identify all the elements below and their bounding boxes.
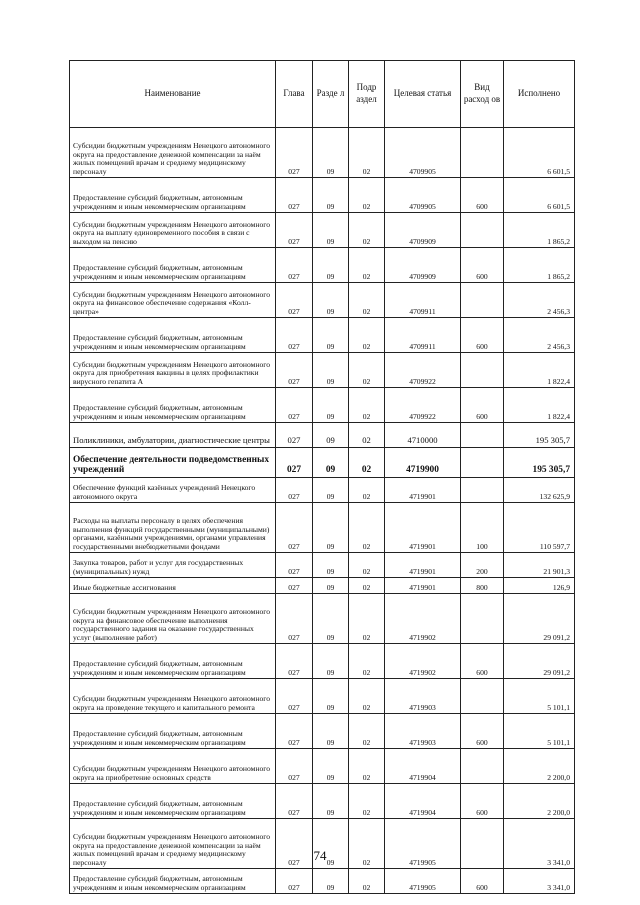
cell-section: 09 — [313, 553, 349, 578]
cell-executed: 21 901,3 — [504, 553, 575, 578]
cell-executed: 1 822,4 — [504, 353, 575, 388]
cell-executed: 2 200,0 — [504, 749, 575, 784]
cell-target: 4719903 — [385, 714, 461, 749]
cell-chapter: 027 — [276, 283, 313, 318]
cell-subsection: 02 — [349, 128, 385, 178]
cell-chapter: 027 — [276, 578, 313, 594]
cell-subsection: 02 — [349, 178, 385, 213]
cell-expense-type — [461, 749, 504, 784]
cell-section: 09 — [313, 714, 349, 749]
cell-chapter: 027 — [276, 594, 313, 644]
header-name: Наименование — [70, 61, 276, 128]
cell-section: 09 — [313, 283, 349, 318]
cell-section: 09 — [313, 749, 349, 784]
cell-chapter: 027 — [276, 644, 313, 679]
cell-subsection: 02 — [349, 318, 385, 353]
table-row — [70, 749, 575, 784]
cell-target: 4709909 — [385, 248, 461, 283]
cell-name: Обеспечение деятельности подведомственных учреждений — [70, 448, 276, 478]
cell-section: 09 — [313, 178, 349, 213]
table-row — [70, 283, 575, 318]
cell-name: Субсидии бюджетным учреждениям Ненецкого автономного округа на выплату единовременного пособия в связи с выходом на пенсию — [70, 213, 276, 248]
table-row — [70, 503, 575, 553]
table-row — [70, 178, 575, 213]
cell-expense-type: 600 — [461, 644, 504, 679]
cell-name: Иные бюджетные ассигнования — [70, 578, 276, 594]
cell-executed: 1 822,4 — [504, 388, 575, 423]
cell-chapter: 027 — [276, 128, 313, 178]
cell-expense-type — [461, 353, 504, 388]
cell-name: Предоставление субсидий бюджетным, автономным учреждениям и иным некоммерческим организациям — [70, 869, 276, 894]
cell-target: 4719901 — [385, 478, 461, 503]
table-row — [70, 679, 575, 714]
header-target: Целевая статья — [385, 61, 461, 128]
table-row — [70, 353, 575, 388]
cell-name: Субсидии бюджетным учреждениям Ненецкого автономного округа на предоставление денежной компенсации за наём жилых помещений врачам и среднему медицинскому персоналу — [70, 819, 276, 869]
cell-expense-type: 600 — [461, 784, 504, 819]
cell-expense-type — [461, 423, 504, 448]
cell-subsection: 02 — [349, 869, 385, 894]
table-row — [70, 644, 575, 679]
cell-subsection: 02 — [349, 679, 385, 714]
cell-executed: 3 341,0 — [504, 869, 575, 894]
table-row — [70, 128, 575, 178]
cell-subsection: 02 — [349, 714, 385, 749]
table-row — [70, 423, 575, 448]
cell-subsection: 02 — [349, 478, 385, 503]
cell-expense-type: 600 — [461, 248, 504, 283]
page-number: 74 — [313, 848, 327, 863]
table-row — [70, 213, 575, 248]
cell-subsection: 02 — [349, 388, 385, 423]
cell-executed: 195 305,7 — [504, 448, 575, 478]
budget-table — [69, 60, 575, 894]
table-header-row — [70, 61, 575, 128]
cell-subsection: 02 — [349, 594, 385, 644]
cell-subsection: 02 — [349, 578, 385, 594]
cell-chapter: 027 — [276, 213, 313, 248]
cell-subsection: 02 — [349, 503, 385, 553]
cell-executed: 195 305,7 — [504, 423, 575, 448]
cell-chapter: 027 — [276, 784, 313, 819]
cell-section: 09 — [313, 644, 349, 679]
cell-expense-type: 100 — [461, 503, 504, 553]
table-row — [70, 388, 575, 423]
cell-executed: 1 865,2 — [504, 248, 575, 283]
cell-chapter: 027 — [276, 318, 313, 353]
cell-name: Субсидии бюджетным учреждениям Ненецкого автономного округа на проведение текущего и капитального ремонта — [70, 679, 276, 714]
cell-target: 4719900 — [385, 448, 461, 478]
cell-subsection: 02 — [349, 448, 385, 478]
cell-target: 4709911 — [385, 318, 461, 353]
cell-name: Предоставление субсидий бюджетным, автономным учреждениям и иным некоммерческим организациям — [70, 248, 276, 283]
cell-name: Предоставление субсидий бюджетным, автономным учреждениям и иным некоммерческим организациям — [70, 714, 276, 749]
table-body — [70, 128, 575, 894]
cell-subsection: 02 — [349, 553, 385, 578]
cell-section: 09 — [313, 248, 349, 283]
header-expense-type: Вид расход ов — [461, 61, 504, 128]
cell-target: 4719901 — [385, 503, 461, 553]
header-executed: Исполнено — [504, 61, 575, 128]
cell-expense-type: 200 — [461, 553, 504, 578]
cell-target: 4719902 — [385, 594, 461, 644]
cell-executed: 29 091,2 — [504, 644, 575, 679]
table-row — [70, 869, 575, 894]
cell-expense-type: 600 — [461, 714, 504, 749]
cell-name: Предоставление субсидий бюджетным, автономным учреждениям и иным некоммерческим организациям — [70, 178, 276, 213]
cell-name: Субсидии бюджетным учреждениям Ненецкого автономного округа на предоставление денежной компенсации за наём жилых помещений врачам и среднему медицинскому персоналу — [70, 128, 276, 178]
cell-chapter: 027 — [276, 553, 313, 578]
cell-chapter: 027 — [276, 714, 313, 749]
cell-target: 4709911 — [385, 283, 461, 318]
table-row — [70, 318, 575, 353]
cell-expense-type: 800 — [461, 578, 504, 594]
table-row — [70, 714, 575, 749]
cell-target: 4709905 — [385, 178, 461, 213]
cell-section: 09 — [313, 448, 349, 478]
cell-section: 09 — [313, 478, 349, 503]
cell-chapter: 027 — [276, 178, 313, 213]
cell-target: 4719904 — [385, 784, 461, 819]
cell-name: Закупка товаров, работ и услуг для государственных (муниципальных) нужд — [70, 553, 276, 578]
cell-expense-type — [461, 679, 504, 714]
cell-section: 09 — [313, 423, 349, 448]
cell-chapter: 027 — [276, 248, 313, 283]
cell-subsection: 02 — [349, 644, 385, 679]
cell-chapter: 027 — [276, 388, 313, 423]
cell-chapter: 027 — [276, 749, 313, 784]
cell-executed: 2 456,3 — [504, 318, 575, 353]
table-row — [70, 448, 575, 478]
cell-executed: 110 597,7 — [504, 503, 575, 553]
cell-section: 09 — [313, 819, 349, 869]
cell-name: Предоставление субсидий бюджетным, автономным учреждениям и иным некоммерческим организациям — [70, 784, 276, 819]
table-row — [70, 578, 575, 594]
cell-chapter: 027 — [276, 679, 313, 714]
table-row — [70, 248, 575, 283]
cell-target: 4719903 — [385, 679, 461, 714]
cell-section: 09 — [313, 318, 349, 353]
cell-name: Субсидии бюджетным учреждениям Ненецкого автономного округа для приобретения вакцины в целях профилактики вирусного гепатита А — [70, 353, 276, 388]
cell-target: 4719901 — [385, 553, 461, 578]
cell-subsection: 02 — [349, 283, 385, 318]
cell-expense-type: 600 — [461, 388, 504, 423]
header-subsection: Подр аздел — [349, 61, 385, 128]
cell-name: Расходы на выплаты персоналу в целях обеспечения выполнения функций государственными (муниципальными) органами, казёнными учреждениями, органами управления государственными внебюджетными фондами — [70, 503, 276, 553]
cell-expense-type: 600 — [461, 178, 504, 213]
cell-name: Предоставление субсидий бюджетным, автономным учреждениям и иным некоммерческим организациям — [70, 318, 276, 353]
table-row — [70, 784, 575, 819]
cell-name: Предоставление субсидий бюджетным, автономным учреждениям и иным некоммерческим организациям — [70, 644, 276, 679]
cell-section: 09 — [313, 388, 349, 423]
cell-expense-type — [461, 478, 504, 503]
cell-expense-type — [461, 128, 504, 178]
cell-section: 09 — [313, 578, 349, 594]
cell-executed: 5 101,1 — [504, 714, 575, 749]
cell-subsection: 02 — [349, 248, 385, 283]
cell-target: 4709922 — [385, 353, 461, 388]
cell-chapter: 027 — [276, 478, 313, 503]
cell-subsection: 02 — [349, 213, 385, 248]
cell-subsection: 02 — [349, 819, 385, 869]
cell-section: 09 — [313, 679, 349, 714]
cell-chapter: 027 — [276, 353, 313, 388]
cell-name: Обеспечение функций казённых учреждений Ненецкого автономного округа — [70, 478, 276, 503]
cell-section: 09 — [313, 869, 349, 894]
cell-target: 4719905 — [385, 819, 461, 869]
cell-subsection: 02 — [349, 353, 385, 388]
cell-expense-type: 600 — [461, 318, 504, 353]
cell-name: Субсидии бюджетным учреждениям Ненецкого автономного округа на финансовое обеспечение содержания «Колл-центра» — [70, 283, 276, 318]
cell-executed: 6 601,5 — [504, 178, 575, 213]
cell-subsection: 02 — [349, 749, 385, 784]
cell-target: 4719904 — [385, 749, 461, 784]
cell-chapter: 027 — [276, 819, 313, 869]
table-row — [70, 553, 575, 578]
cell-section: 09 — [313, 128, 349, 178]
cell-executed: 132 625,9 — [504, 478, 575, 503]
cell-expense-type — [461, 213, 504, 248]
cell-name: Субсидии бюджетным учреждениям Ненецкого автономного округа на финансовое обеспечение выполнения государственного задания на оказание государственных услуг (выполнение работ) — [70, 594, 276, 644]
cell-executed: 5 101,1 — [504, 679, 575, 714]
cell-target: 4709905 — [385, 128, 461, 178]
cell-executed: 6 601,5 — [504, 128, 575, 178]
cell-name: Поликлиники, амбулатории, диагностические центры — [70, 423, 276, 448]
cell-chapter: 027 — [276, 869, 313, 894]
cell-section: 09 — [313, 594, 349, 644]
header-chapter: Глава — [276, 61, 313, 128]
cell-expense-type — [461, 448, 504, 478]
cell-chapter: 027 — [276, 503, 313, 553]
cell-chapter: 027 — [276, 423, 313, 448]
cell-section: 09 — [313, 503, 349, 553]
cell-section: 09 — [313, 784, 349, 819]
header-section: Разде л — [313, 61, 349, 128]
cell-executed: 3 341,0 — [504, 819, 575, 869]
cell-section: 09 — [313, 213, 349, 248]
cell-target: 4709922 — [385, 388, 461, 423]
cell-section: 09 — [313, 353, 349, 388]
cell-target: 4709909 — [385, 213, 461, 248]
cell-executed: 1 865,2 — [504, 213, 575, 248]
cell-executed: 126,9 — [504, 578, 575, 594]
cell-name: Предоставление субсидий бюджетным, автономным учреждениям и иным некоммерческим организациям — [70, 388, 276, 423]
cell-target: 4719901 — [385, 578, 461, 594]
cell-subsection: 02 — [349, 423, 385, 448]
table-row — [70, 478, 575, 503]
cell-target: 4719902 — [385, 644, 461, 679]
cell-executed: 2 456,3 — [504, 283, 575, 318]
cell-expense-type: 600 — [461, 869, 504, 894]
cell-target: 4719905 — [385, 869, 461, 894]
table-row — [70, 594, 575, 644]
cell-expense-type — [461, 283, 504, 318]
cell-executed: 2 200,0 — [504, 784, 575, 819]
cell-name: Субсидии бюджетным учреждениям Ненецкого автономного округа на приобретение основных средств — [70, 749, 276, 784]
cell-chapter: 027 — [276, 448, 313, 478]
cell-executed: 29 091,2 — [504, 594, 575, 644]
cell-expense-type — [461, 594, 504, 644]
cell-subsection: 02 — [349, 784, 385, 819]
cell-target: 4710000 — [385, 423, 461, 448]
